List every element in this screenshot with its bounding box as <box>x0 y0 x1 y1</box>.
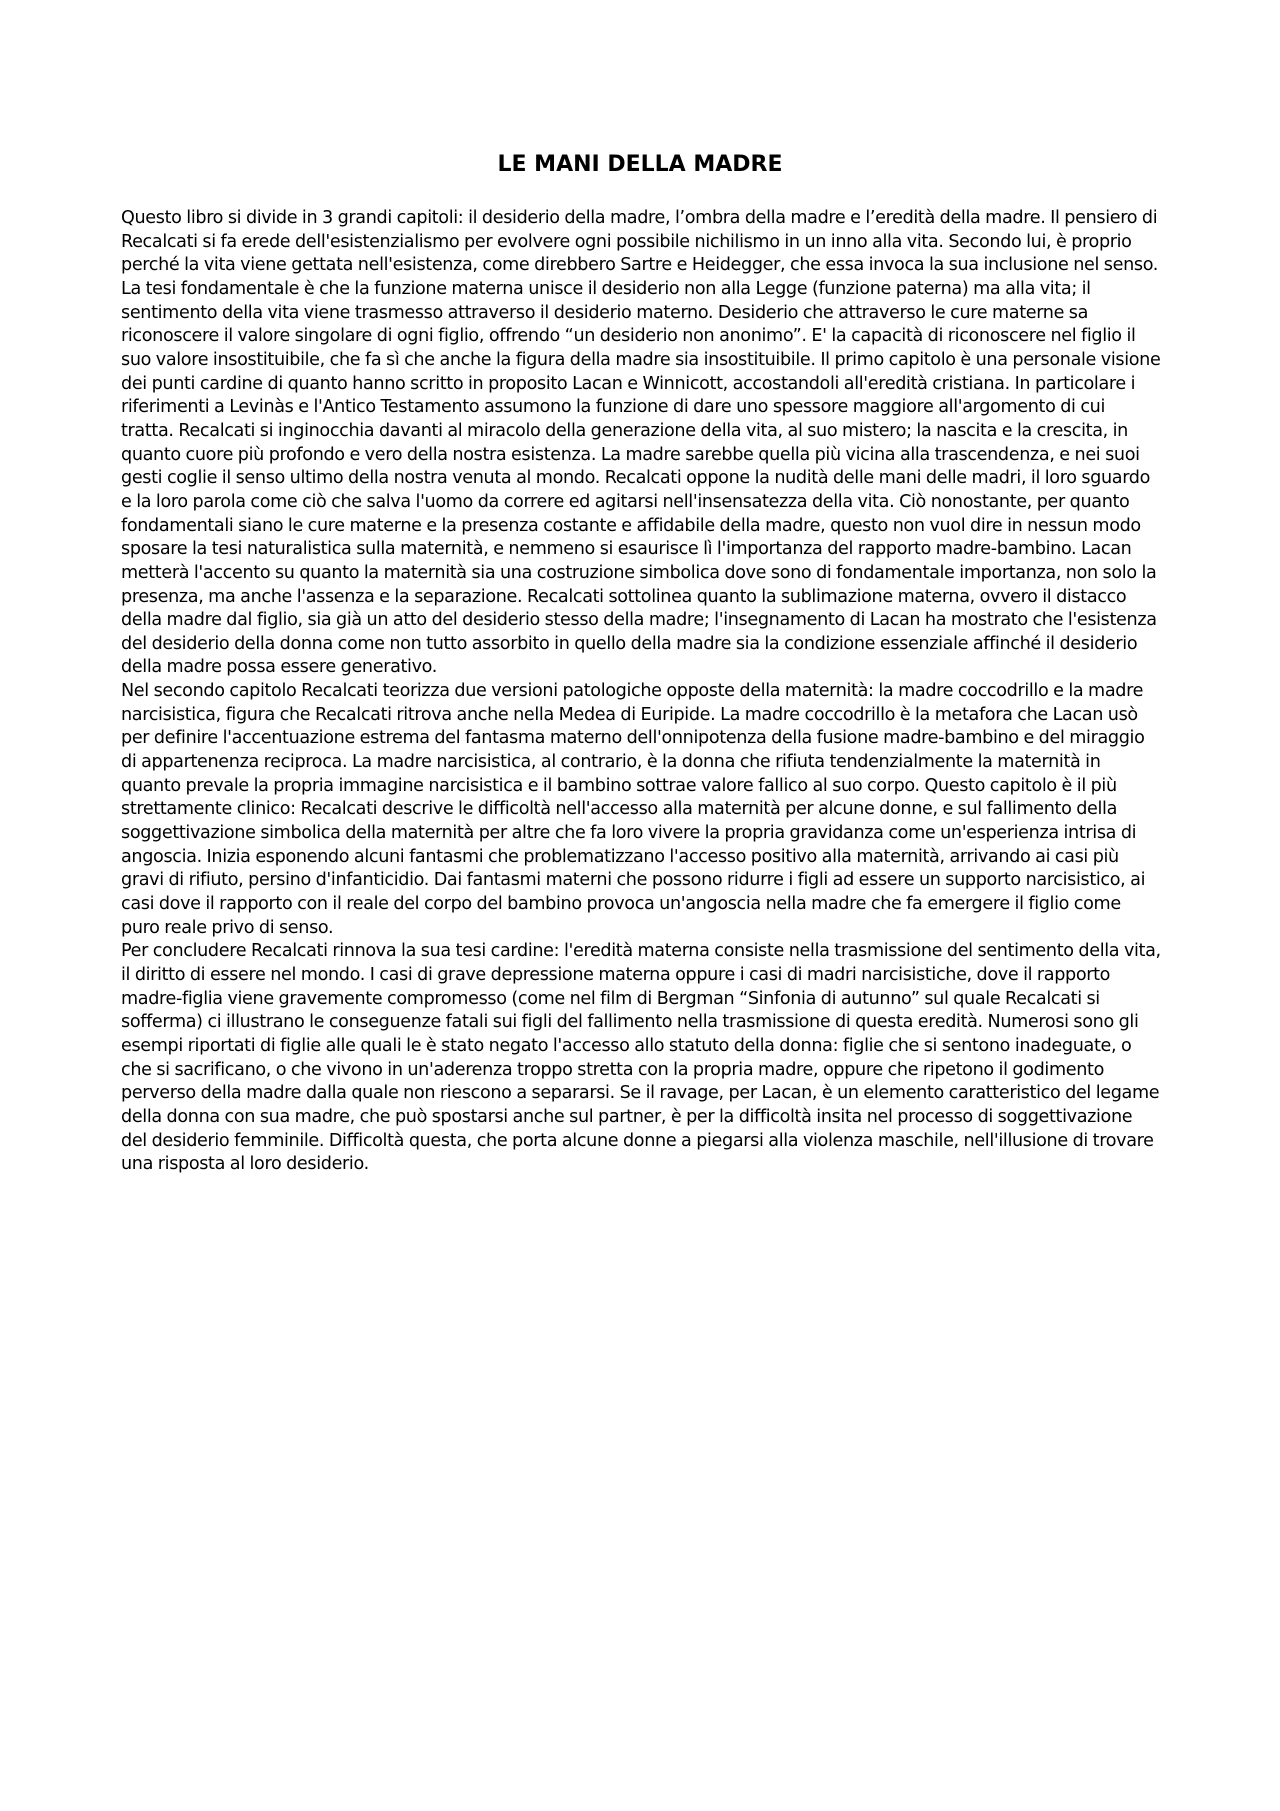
document-body <box>121 207 1161 1177</box>
document-title: LE MANI DELLA MADRE <box>497 152 783 177</box>
paragraph-1: Questo libro si divide in 3 grandi capitoli: il desiderio della madre, l’ombra della madre e l’eredità della madre. Il pensiero di Recalcati si fa erede dell'esistenzialismo per evolvere ogni possibile nichilismo in un inno alla vita. Secondo lui, è proprio perché la vita viene gettata nell'esistenza, come direbbero Sartre e Heidegger, che essa invoca la sua inclusione nel senso. La tesi fondamentale è che la funzione materna unisce il desiderio non alla Legge (funzione paterna) ma alla vita; il sentimento della vita viene trasmesso attraverso il desiderio materno. Desiderio che attraverso le cure materne sa riconoscere il valore singolare di ogni figlio, offrendo “un desiderio non anonimo”. E' la capacità di riconoscere nel figlio il suo valore insostituibile, che fa sì che anche la figura della madre sia insostituibile. Il primo capitolo è una personale visione dei punti cardine di quanto hanno scritto in proposito Lacan e Winnicott, accostandoli all'eredità cristiana. In particolare i riferimenti a Levinàs e l'Antico Testamento assumono la funzione di dare uno spessore maggiore all'argomento di cui tratta. Recalcati si inginocchia davanti al miracolo della generazione della vita, al suo mistero; la nascita e la crescita, in quanto cuore più profondo e vero della nostra esistenza. La madre sarebbe quella più vicina alla trascendenza, e nei suoi gesti coglie il senso ultimo della nostra venuta al mondo. Recalcati oppone la nudità delle mani delle madri, il loro sguardo e la loro parola come ciò che salva l'uomo da correre ed agitarsi nell'insensatezza della vita. Ciò nonostante, per quanto fondamentali siano le cure materne e la presenza costante e affidabile della madre, questo non vuol dire in nessun modo sposare la tesi naturalistica sulla maternità, e nemmeno si esaurisce lì l'importanza del rapporto madre-bambino. Lacan metterà l'accento su quanto la maternità sia una costruzione simbolica dove sono di fondamentale importanza, non solo la presenza, ma anche l'assenza e la separazione. Recalcati sottolinea quanto la sublimazione materna, ovvero il distacco della madre dal figlio, sia già un atto del desiderio stesso della madre; l'insegnamento di Lacan ha mostrato che l'esistenza del desiderio della donna come non tutto assorbito in quello della madre sia la condizione essenziale affinché il desiderio della madre possa essere generativo. <box>121 208 1161 678</box>
paragraph-2: Nel secondo capitolo Recalcati teorizza due versioni patologiche opposte della maternità: la madre coccodrillo e la madre narcisistica, figura che Recalcati ritrova anche nella Medea di Euripide. La madre coccodrillo è la metafora che Lacan usò per definire l'accentuazione estrema del fantasma materno dell'onnipotenza della fusione madre-bambino e del miraggio di appartenenza reciproca. La madre narcisistica, al contrario, è la donna che rifiuta tendenzialmente la maternità in quanto prevale la propria immagine narcisistica e il bambino sottrae valore fallico al suo corpo. Questo capitolo è il più strettamente clinico: Recalcati descrive le difficoltà nell'accesso alla maternità per alcune donne, e sul fallimento della soggettivazione simbolica della maternità per altre che fa loro vivere la propria gravidanza come un'esperienza intrisa di angoscia. Inizia esponendo alcuni fantasmi che problematizzano l'accesso positivo alla maternità, arrivando ai casi più gravi di rifiuto, persino d'infanticidio. Dai fantasmi materni che possono ridurre i figli ad essere un supporto narcisistico, ai casi dove il rapporto con il reale del corpo del bambino provoca un'angoscia nella madre che fa emergere il figlio come puro reale privo di senso. <box>121 681 1146 938</box>
paragraph-3: Per concludere Recalcati rinnova la sua tesi cardine: l'eredità materna consiste nella trasmissione del sentimento della vita, il diritto di essere nel mondo. I casi di grave depressione materna oppure i casi di madri narcisistiche, dove il rapporto madre-figlia viene gravemente compromesso (come nel film di Bergman “Sinfonia di autunno” sul quale Recalcati si sofferma) ci illustrano le conseguenze fatali sui figli del fallimento nella trasmissione di questa eredità. Numerosi sono gli esempi riportati di figlie alle quali le è stato negato l'accesso allo statuto della donna: figlie che si sentono inadeguate, o che si sacrificano, o che vivono in un'aderenza troppo stretta con la propria madre, oppure che ripetono il godimento perverso della madre dalla quale non riescono a separarsi. Se il ravage, per Lacan, è un elemento caratteristico del legame della donna con sua madre, che può spostarsi anche sul partner, è per la difficoltà insita nel processo di soggettivazione del desiderio femminile. Difficoltà questa, che porta alcune donne a piegarsi alla violenza maschile, nell'illusione di trovare una risposta al loro desiderio. <box>121 941 1161 1175</box>
